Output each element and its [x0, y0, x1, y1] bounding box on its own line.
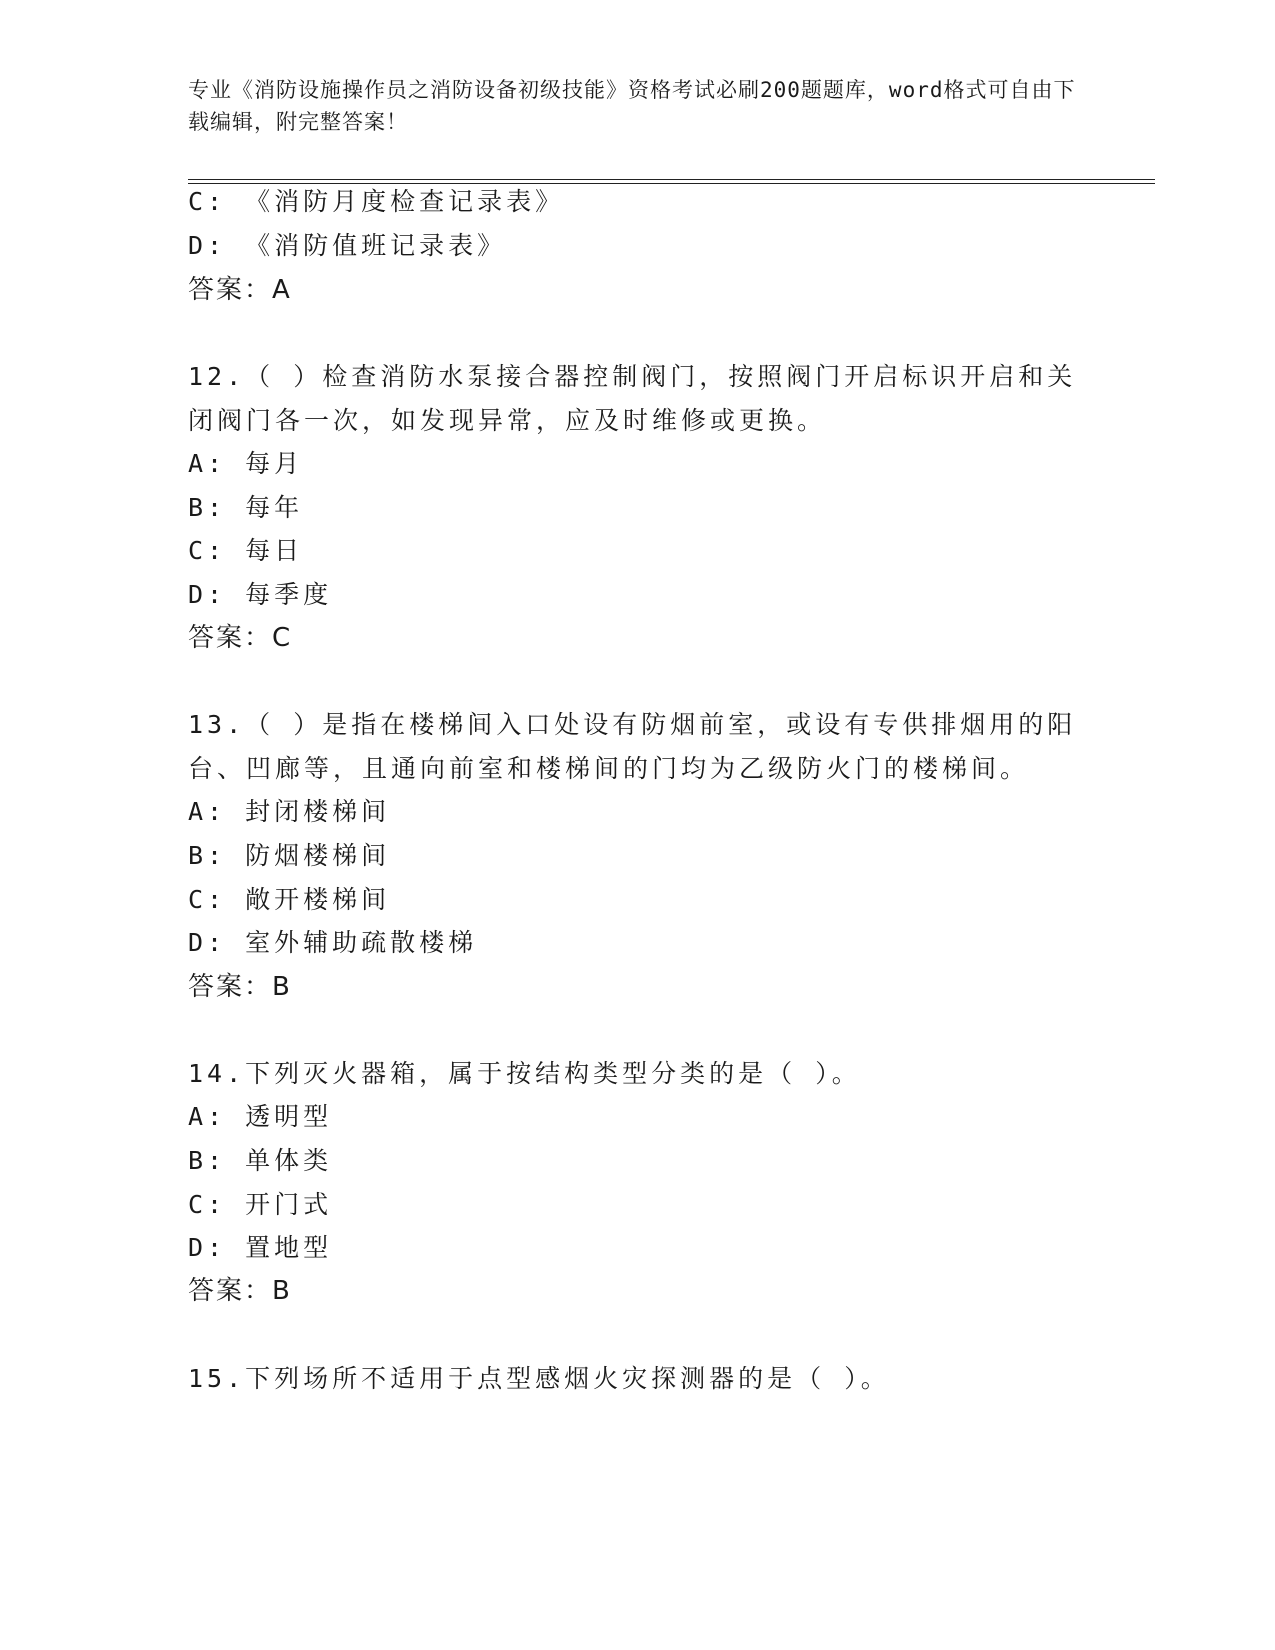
q12-stem-line1: 12.（ ）检查消防水泵接合器控制阀门，按照阀门开启标识开启和关	[188, 362, 1077, 391]
q15-stem: 15.下列场所不适用于点型感烟火灾探测器的是（ ）。	[188, 1364, 890, 1393]
q12-option-d: D: 每季度	[188, 580, 333, 609]
q12-answer: 答案：C	[188, 623, 293, 653]
q14-option-c: C: 开门式	[188, 1190, 333, 1219]
q14-stem: 14.下列灭火器箱，属于按结构类型分类的是（ ）。	[188, 1059, 861, 1088]
header-rule-bottom	[188, 183, 1155, 184]
q13-option-d: D: 室外辅助疏散楼梯	[188, 928, 478, 957]
q12-option-b: B: 每年	[188, 493, 304, 522]
q13-answer: 答案：B	[188, 972, 292, 1002]
q13-option-b: B: 防烟楼梯间	[188, 841, 391, 870]
header-rule-top	[188, 179, 1155, 180]
q14-answer: 答案：B	[188, 1276, 292, 1306]
document-header: 专业《消防设施操作员之消防设备初级技能》资格考试必刷200题题库，word格式可自由下载编辑，附完整答案！	[188, 78, 1076, 134]
q12-option-a: A: 每月	[188, 449, 304, 478]
q13-stem-line2: 台、凹廊等，且通向前室和楼梯间的门均为乙级防火门的楼梯间。	[188, 754, 1030, 783]
q13-stem-line1: 13.（ ）是指在楼梯间入口处设有防烟前室，或设有专供排烟用的阳	[188, 710, 1077, 739]
q14-option-a: A: 透明型	[188, 1102, 333, 1131]
q13-option-a: A: 封闭楼梯间	[188, 797, 391, 826]
q11-option-c: C: 《消防月度检查记录表》	[188, 187, 565, 216]
q13-option-c: C: 敞开楼梯间	[188, 885, 391, 914]
q12-stem-line2: 闭阀门各一次，如发现异常，应及时维修或更换。	[188, 406, 827, 435]
q11-option-d: D: 《消防值班记录表》	[188, 231, 507, 260]
q12-option-c: C: 每日	[188, 536, 304, 565]
q11-answer: 答案：A	[188, 275, 292, 305]
q14-option-b: B: 单体类	[188, 1146, 333, 1175]
q14-option-d: D: 置地型	[188, 1233, 333, 1262]
